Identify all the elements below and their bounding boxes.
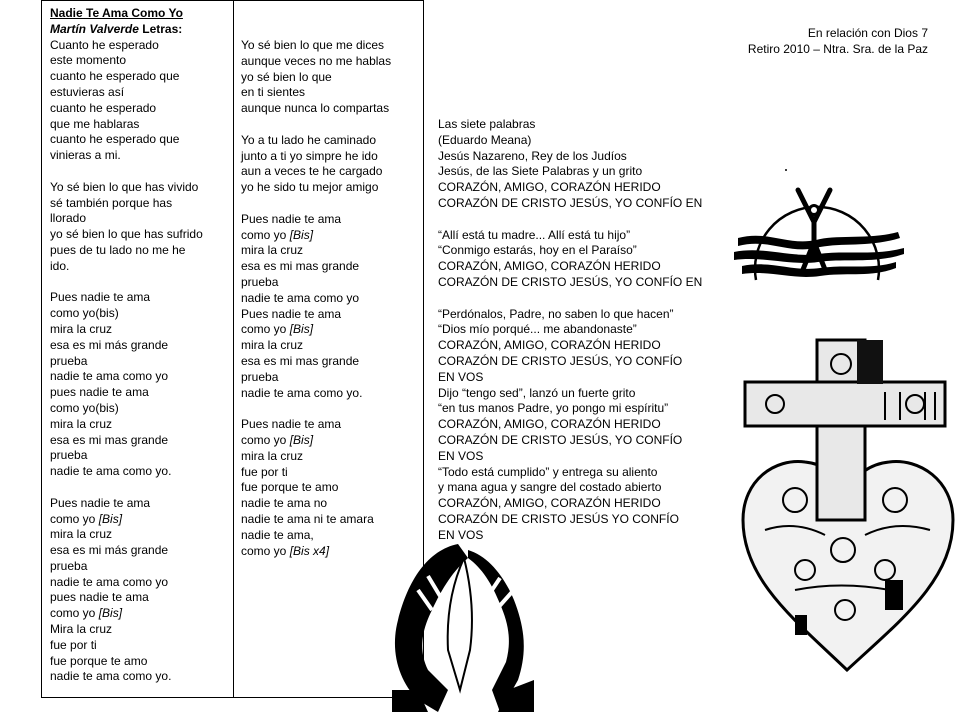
lyric-line	[50, 69, 203, 85]
lyric-line	[241, 354, 391, 370]
lyric-text: prueba	[241, 369, 279, 384]
lyric-line	[438, 196, 732, 212]
lyric-line	[50, 496, 203, 512]
lyric-text: aunque veces no me hablas	[241, 53, 392, 68]
lyric-text: esa es mi mas grande	[241, 353, 360, 368]
lyric-text: prueba	[241, 274, 279, 289]
lyric-text: fue porque te amo	[50, 653, 148, 668]
lyric-line	[438, 496, 732, 512]
lyric-text: Pues nadie te ama	[241, 306, 342, 321]
lyric-line	[50, 669, 203, 685]
lyric-line	[50, 527, 203, 543]
lyric-line	[241, 101, 391, 117]
lyric-line	[50, 211, 203, 227]
lyric-line	[50, 448, 203, 464]
lyric-text: Pues nadie te ama	[241, 211, 342, 226]
lyric-line	[50, 512, 203, 528]
lyric-text: vinieras a mi.	[50, 148, 121, 163]
lyric-line	[241, 370, 391, 386]
lyric-text: “Dios mío porqué... me abandonaste”	[438, 322, 637, 337]
lyric-text: Jesús Nazareno, Rey de los Judíos	[438, 148, 627, 163]
lyric-line	[50, 259, 203, 275]
song1-title: Nadie Te Ama Como Yo	[50, 6, 183, 20]
lyric-line	[241, 401, 391, 417]
lyric-line	[438, 480, 732, 496]
lyric-text: mira la cruz	[241, 448, 304, 463]
lyric-line	[438, 401, 732, 417]
lyric-line	[241, 322, 391, 338]
lyric-line	[50, 543, 203, 559]
page-header	[748, 25, 928, 57]
lyric-text: (Eduardo Meana)	[438, 132, 532, 147]
lyric-line	[50, 638, 203, 654]
lyric-line	[241, 386, 391, 402]
column-divider	[233, 1, 234, 697]
repeat-marker: [Bis]	[289, 322, 314, 337]
lyric-line	[50, 227, 203, 243]
lyric-line	[241, 164, 391, 180]
lyric-text: CORAZÓN DE CRISTO JESÚS YO CONFÍO	[438, 511, 679, 526]
lyric-line	[241, 544, 391, 560]
lyric-line	[241, 85, 391, 101]
lyric-line	[438, 528, 732, 541]
song2-lyrics	[438, 117, 732, 541]
repeat-marker: [Bis]	[289, 227, 314, 242]
lyric-line	[438, 449, 732, 465]
lyric-line	[241, 480, 391, 496]
lyric-text: Pues nadie te ama	[50, 495, 151, 510]
lyric-text: en ti sientes	[241, 85, 306, 100]
repeat-marker: [Bis x4]	[289, 543, 330, 558]
lyric-line	[241, 528, 391, 544]
lyric-text: mira la cruz	[50, 416, 113, 431]
lyric-line	[50, 101, 203, 117]
lyric-text: Pues nadie te ama	[50, 290, 151, 305]
lyric-text: como yo	[50, 511, 99, 526]
lyric-text: “Todo está cumplido” y entrega su aliento	[438, 464, 658, 479]
lyric-line	[241, 417, 391, 433]
lyric-text: yo sé bien lo que	[241, 69, 332, 84]
lyric-line	[50, 575, 203, 591]
header-line-1: En relación con Dios 7	[807, 26, 928, 40]
lyric-line	[241, 228, 391, 244]
lyric-line	[50, 369, 203, 385]
lyric-text: esa es mi más grande	[50, 337, 169, 352]
lyric-line	[50, 480, 203, 496]
lyric-line	[50, 290, 203, 306]
lyric-text: CORAZÓN, AMIGO, CORAZÓN HERIDO	[438, 180, 661, 195]
lyric-line	[438, 259, 732, 275]
lyric-text: Mira la cruz	[50, 622, 113, 637]
lyric-text: CORAZÓN, AMIGO, CORAZÓN HERIDO	[438, 259, 661, 274]
lyric-line	[50, 180, 203, 196]
lyric-text: como yo	[50, 606, 99, 621]
lyric-text: CORAZÓN DE CRISTO JESÚS, YO CONFÍO	[438, 353, 683, 368]
lyric-line	[241, 433, 391, 449]
lyric-text: este momento	[50, 53, 127, 68]
lyric-text: prueba	[50, 558, 88, 573]
song2-column	[438, 117, 732, 541]
lyric-line	[50, 132, 203, 148]
song1-letras-label: Letras:	[138, 21, 183, 36]
lyric-text: esa es mi más grande	[50, 543, 169, 558]
lyric-text: nadie te ama como yo	[241, 290, 360, 305]
lyric-text: como yo	[241, 543, 290, 558]
lyric-line	[50, 306, 203, 322]
lyric-line	[50, 196, 203, 212]
lyric-line	[241, 70, 391, 86]
lyric-text: mira la cruz	[241, 338, 304, 353]
lyric-text: “Allí está tu madre... Allí está tu hijo”	[438, 227, 631, 242]
lyric-line	[438, 149, 732, 165]
lyric-line	[241, 38, 391, 54]
lyric-line	[50, 385, 203, 401]
lyric-text: cuanto he esperado que	[50, 132, 180, 147]
lyric-text: prueba	[50, 448, 88, 463]
lyric-line	[438, 338, 732, 354]
lyric-line	[438, 354, 732, 370]
lyric-line	[241, 117, 391, 133]
lyric-text: como yo	[241, 322, 290, 337]
lyric-text: fue por ti	[241, 464, 288, 479]
lyric-line	[438, 307, 732, 323]
lyric-text: ido.	[50, 258, 70, 273]
lyric-line	[50, 654, 203, 670]
lyric-line	[241, 133, 391, 149]
lyric-text: fue por ti	[50, 637, 97, 652]
lyric-text: como yo	[241, 227, 290, 242]
repeat-marker: [Bis]	[289, 432, 314, 447]
lyric-text: Dijo “tengo sed”, lanzó un fuerte grito	[438, 385, 636, 400]
lyric-text: sé también porque has	[50, 195, 173, 210]
lyric-line	[50, 322, 203, 338]
lyric-line	[50, 559, 203, 575]
lyric-line	[241, 243, 391, 259]
lyric-text: llorado	[50, 211, 87, 226]
lyric-line	[50, 338, 203, 354]
lyric-line	[241, 338, 391, 354]
lyric-line	[438, 291, 732, 307]
lyric-line	[50, 275, 203, 291]
lyric-line	[50, 38, 203, 54]
lyric-text: esa es mi mas grande	[50, 432, 169, 447]
lyric-line	[50, 622, 203, 638]
lyric-text: cuanto he esperado que	[50, 69, 180, 84]
lyric-text: como yo(bis)	[50, 400, 119, 415]
sun-figure-illustration-icon	[728, 160, 908, 300]
lyric-text: yo sé bien lo que has sufrido	[50, 227, 203, 242]
praying-hands-illustration-icon	[388, 540, 538, 715]
lyric-line	[50, 590, 203, 606]
lyric-line	[241, 275, 391, 291]
lyric-line	[438, 275, 732, 291]
lyric-line	[241, 449, 391, 465]
lyric-text: cuanto he esperado	[50, 100, 157, 115]
lyric-line	[438, 417, 732, 433]
lyric-text: EN VOS	[438, 448, 484, 463]
lyric-text: nadie te ama como yo	[50, 369, 169, 384]
lyric-text: Yo sé bien lo que has vivido	[50, 179, 199, 194]
lyric-line	[50, 433, 203, 449]
lyric-text: prueba	[50, 353, 88, 368]
lyric-line	[50, 464, 203, 480]
lyric-text: pues nadie te ama	[50, 385, 149, 400]
lyric-text: aun a veces te he cargado	[241, 164, 383, 179]
lyric-text: aunque nunca lo compartas	[241, 101, 390, 116]
lyric-line	[438, 133, 732, 149]
lyric-line	[50, 117, 203, 133]
song1-author-line	[50, 22, 203, 38]
lyric-text: nadie te ama como yo	[50, 574, 169, 589]
lyric-line	[438, 512, 732, 528]
lyric-line	[438, 180, 732, 196]
song1-author: Martín Valverde	[50, 21, 139, 36]
lyric-line	[438, 117, 732, 133]
lyric-text: pues nadie te ama	[50, 590, 149, 605]
lyric-line	[241, 180, 391, 196]
lyric-text: que me hablaras	[50, 116, 140, 131]
lyric-line	[438, 386, 732, 402]
lyric-text: CORAZÓN, AMIGO, CORAZÓN HERIDO	[438, 338, 661, 353]
lyric-text: nadie te ama ni te amara	[241, 511, 374, 526]
lyric-line	[50, 164, 203, 180]
lyric-line	[438, 465, 732, 481]
lyric-line	[50, 243, 203, 259]
lyric-line	[241, 196, 391, 212]
lyric-line	[438, 243, 732, 259]
lyric-line	[241, 307, 391, 323]
lyric-text: “Conmigo estarás, hoy en el Paraíso”	[438, 243, 637, 258]
lyric-text: yo he sido tu mejor amigo	[241, 180, 379, 195]
lyric-text: Yo sé bien lo que me dices	[241, 38, 384, 52]
lyric-text: nadie te ama no	[241, 496, 328, 511]
lyric-line	[50, 148, 203, 164]
header-line-2: Retiro 2010 – Ntra. Sra. de la Paz	[747, 42, 928, 56]
lyric-text: “en tus manos Padre, yo pongo mi espíritu”	[438, 401, 669, 416]
lyric-text: pues de tu lado no me he	[50, 242, 186, 257]
lyric-text: como yo	[241, 432, 290, 447]
lyric-text: nadie te ama,	[241, 527, 314, 542]
lyric-text: y mana agua y sangre del costado abierto	[438, 480, 662, 495]
lyric-text: fue porque te amo	[241, 480, 339, 495]
lyric-line	[438, 212, 732, 228]
lyric-text: Cuanto he esperado	[50, 37, 159, 52]
song1-column-2	[241, 38, 391, 559]
lyric-text: CORAZÓN DE CRISTO JESÚS, YO CONFÍO	[438, 432, 683, 447]
lyric-text: CORAZÓN, AMIGO, CORAZÓN HERIDO	[438, 417, 661, 432]
lyric-line	[438, 164, 732, 180]
lyric-line	[241, 465, 391, 481]
lyric-line	[50, 401, 203, 417]
lyric-text: nadie te ama como yo.	[50, 464, 172, 479]
lyric-text: junto a ti yo simpre he ido	[241, 148, 378, 163]
lyric-text: mira la cruz	[50, 321, 113, 336]
lyric-line	[241, 291, 391, 307]
lyric-text: CORAZÓN DE CRISTO JESÚS, YO CONFÍO EN	[438, 274, 703, 289]
lyric-text: EN VOS	[438, 369, 484, 384]
repeat-marker: [Bis]	[98, 511, 123, 526]
lyric-line	[50, 85, 203, 101]
lyric-text: nadie te ama como yo.	[241, 385, 363, 400]
lyric-line	[438, 370, 732, 386]
lyric-line	[438, 433, 732, 449]
song1-col1-lyrics	[50, 38, 203, 686]
lyric-line	[241, 496, 391, 512]
lyric-line	[241, 259, 391, 275]
song1-col2-lyrics	[241, 38, 391, 559]
lyric-line	[50, 417, 203, 433]
lyric-text: esa es mi mas grande	[241, 259, 360, 274]
lyric-line	[241, 212, 391, 228]
lyric-text: como yo(bis)	[50, 306, 119, 321]
lyric-line	[50, 53, 203, 69]
lyric-line	[50, 606, 203, 622]
lyric-text: CORAZÓN DE CRISTO JESÚS, YO CONFÍO EN	[438, 195, 703, 210]
lyric-text: EN VOS	[438, 527, 484, 541]
lyric-line	[438, 322, 732, 338]
lyric-text: Yo a tu lado he caminado	[241, 132, 376, 147]
lyric-line	[241, 149, 391, 165]
lyric-line	[50, 354, 203, 370]
lyric-text: “Perdónalos, Padre, no saben lo que hacen”	[438, 306, 674, 321]
lyric-text: mira la cruz	[50, 527, 113, 542]
lyric-text: Las siete palabras	[438, 117, 536, 131]
lyric-text: estuvieras así	[50, 84, 125, 99]
lyric-line	[241, 54, 391, 70]
lyric-text: Jesús, de las Siete Palabras y un grito	[438, 164, 643, 179]
lyric-text: Pues nadie te ama	[241, 417, 342, 432]
lyric-line	[241, 512, 391, 528]
cross-heart-illustration-icon	[735, 330, 960, 675]
lyric-text: nadie te ama como yo.	[50, 669, 172, 684]
lyric-text: mira la cruz	[241, 243, 304, 258]
lyric-text: CORAZÓN, AMIGO, CORAZÓN HERIDO	[438, 496, 661, 511]
lyric-line	[438, 228, 732, 244]
song1-column-1	[50, 6, 203, 685]
repeat-marker: [Bis]	[98, 606, 123, 621]
